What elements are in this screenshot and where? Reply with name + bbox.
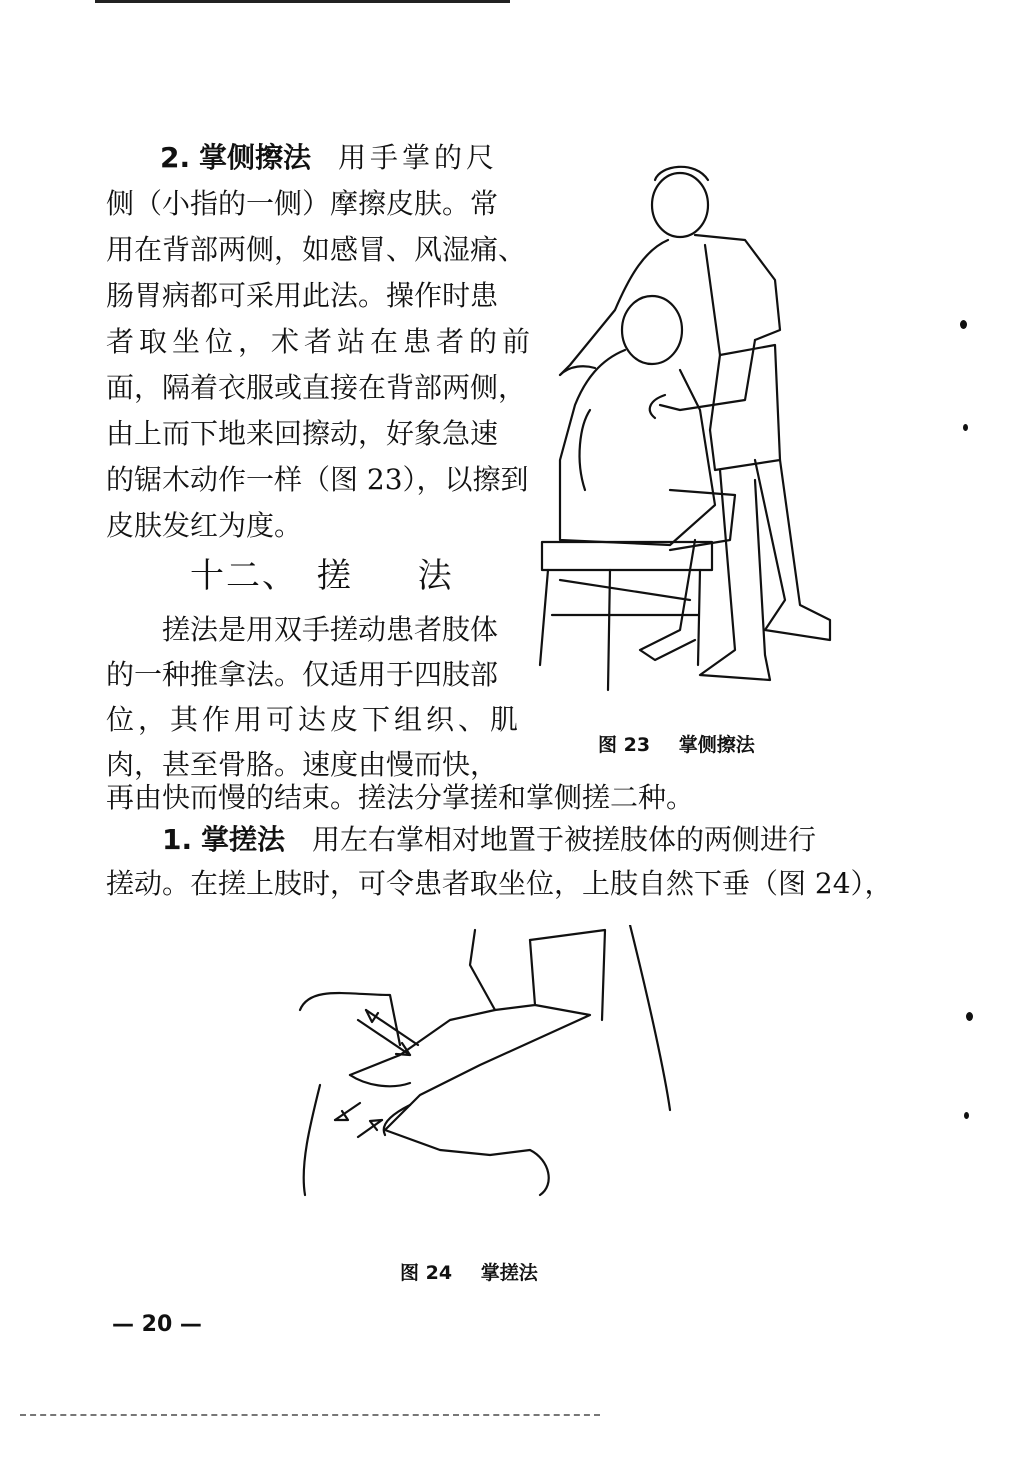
section-2-term: 掌侧擦法 [199,141,312,174]
heading-number: 十二、 [190,556,298,596]
text-line: 搓动。在搓上肢时，可令患者取坐位，上肢自然下垂（图 24）， [106,867,893,900]
figure-23-caption [598,730,755,757]
section-2-first-line [160,138,498,178]
text-line: 位，其作用可达皮下组织、肌 [106,703,523,736]
scan-speck [964,1112,969,1119]
section-1-term: 掌搓法 [201,823,286,856]
figure-23-title: 掌侧擦法 [678,734,755,756]
text-line: 皮肤发红为度。 [106,509,303,542]
figure-24-title: 掌搓法 [480,1262,538,1284]
text-line: 用左右掌相对地置于被搓肢体的两侧进行 [311,823,816,856]
section-1-first-line [162,820,816,860]
text-line: 由上而下地来回擦动，好象急速 [106,417,499,450]
text-line: 的一种推拿法。仅适用于四肢部 [106,658,499,691]
text-line: 用在背部两侧，如感冒、风湿痛、 [106,233,527,266]
scan-speck [966,1012,973,1021]
text-line: 搓法是用双手搓动患者肢体 [162,613,499,646]
text-line: 再由快而慢的结束。搓法分掌搓和掌侧搓二种。 [106,781,695,814]
top-rule [95,0,510,3]
heading-title: 搓 [316,556,353,596]
heading-title-2: 法 [417,556,454,596]
text-line: 侧（小指的一侧）摩擦皮肤。常 [106,187,499,220]
section-1-number: 1. [162,823,193,856]
section-2-number: 2. [160,141,191,174]
text-line: 的锯木动作一样（图 23），以擦到 [106,463,529,496]
text-line: 者取坐位，术者站在患者的前 [106,325,536,358]
text-line: 面，隔着衣服或直接在背部两侧， [106,371,527,404]
bottom-rule [20,1414,600,1416]
text-line: 肉，甚至骨胳。速度由慢而快， [106,748,499,781]
figure-23-number: 图 23 [598,734,651,756]
section-heading [190,548,454,597]
figure-23-illustration [530,160,850,705]
scan-speck [960,320,967,329]
figure-24-caption [400,1258,538,1285]
text-line: 用手掌的尺 [337,141,498,174]
figure-24-number: 图 24 [400,1262,453,1284]
figure-24-illustration [290,925,690,1245]
text-line: 肠胃病都可采用此法。操作时患 [106,279,499,312]
page-number: — 20 — [112,1312,202,1337]
scan-speck [963,424,968,431]
